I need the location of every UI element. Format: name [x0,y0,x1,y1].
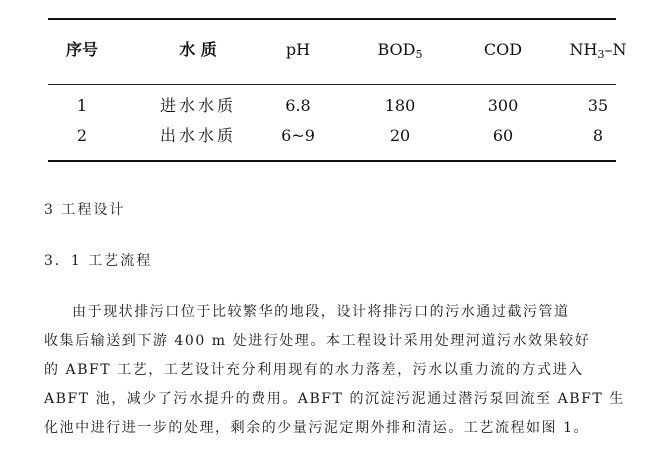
row-ph: 6~9 [281,126,315,145]
row-no: 1 [76,96,88,115]
row-nh3n: 8 [592,126,604,145]
row-cod: 60 [492,126,514,145]
table-row [48,94,616,118]
paragraph-line: ABFT 池，减少了污水提升的费用。ABFT 的沉淀污泥通过潜污泵回流至 ABFT 生 [44,391,625,407]
paragraph-line: 化池中进行进一步的处理，剩余的少量污泥定期外排和清运。工艺流程如图 1。 [44,420,590,436]
header-quality: 水 质 [179,40,217,59]
row-ph: 6.8 [285,96,311,115]
section-heading: 3 工程设计 [44,202,126,218]
paragraph-line: 收集后输送到下游 400 m 处进行处理。本工程设计采用处理河道污水效果较好 [44,333,591,349]
row-cod: 300 [487,96,519,115]
paragraph-line: 的 ABFT 工艺，工艺设计充分利用现有的水力落差，污水以重力流的方式进入 [44,362,584,378]
table-bottom-rule [48,160,616,162]
table-row [48,124,616,148]
paragraph-line: 由于现状排污口位于比较繁华的地段，设计将排污口的污水通过截污管道 [72,304,570,320]
table-header-row [48,38,627,62]
table-top-rule [48,18,616,20]
row-quality: 出水水质 [159,126,237,145]
row-bod: 20 [389,126,411,145]
subsection-heading: 3．1 工艺流程 [44,253,153,269]
row-no: 2 [76,126,88,145]
row-quality: 进水水质 [159,96,237,115]
table-header-rule [48,84,616,85]
row-bod: 180 [384,96,416,115]
water-quality-table [48,18,627,164]
header-cod: COD [483,40,523,59]
header-nh3n: $NH_3-N$ [569,40,627,61]
header-no: 序号 [65,40,99,59]
row-nh3n: 35 [587,96,609,115]
header-ph: pH [285,40,311,59]
header-bod: $BOD_5$ [377,40,423,61]
body-paragraph [44,302,625,452]
